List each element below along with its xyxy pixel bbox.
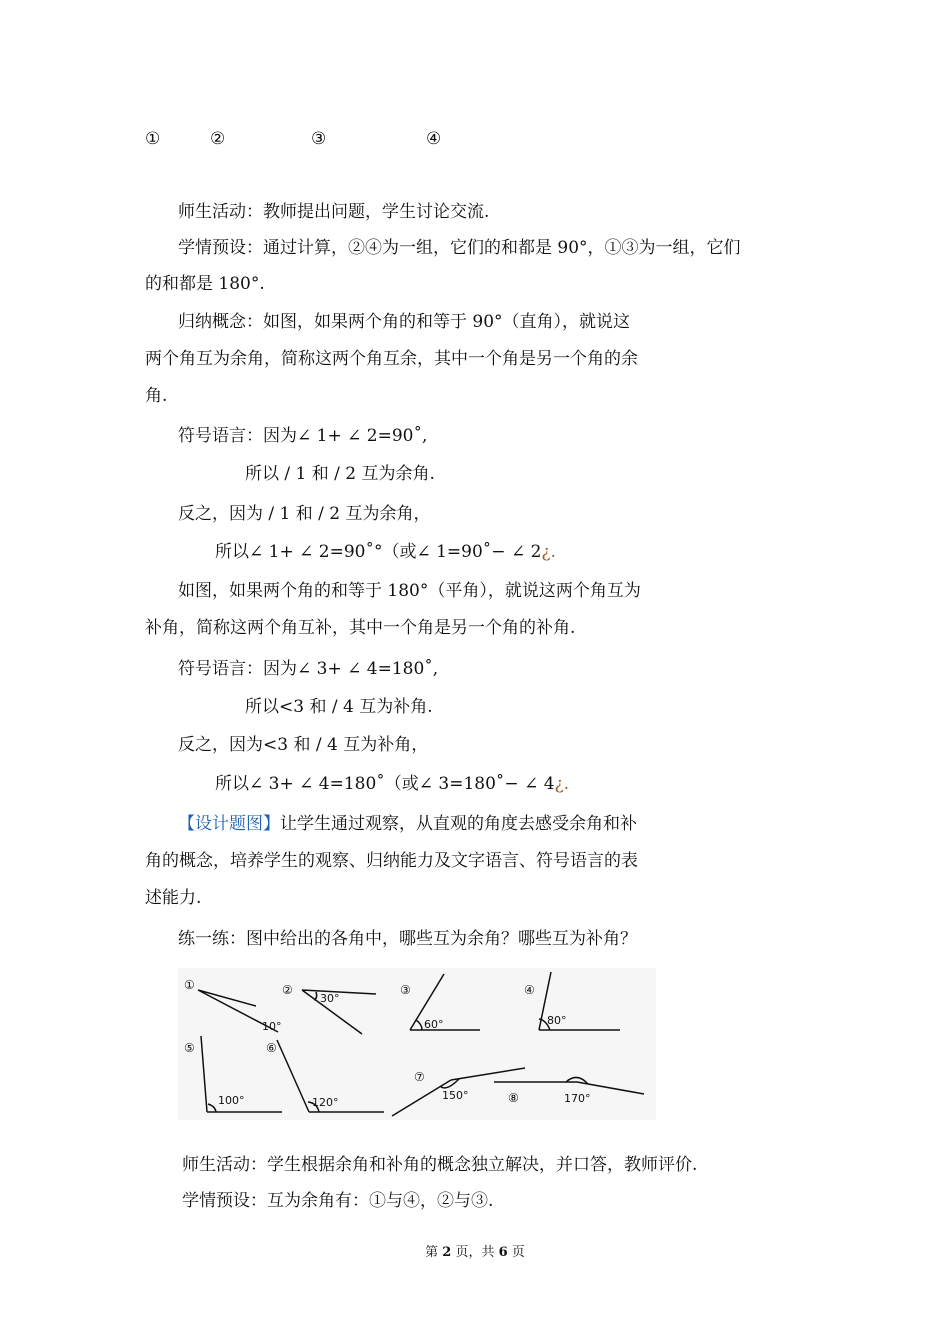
converse-2-tail: ¿. bbox=[554, 774, 570, 794]
symbol-language-1-line-2: 所以 / 1 和 / 2 互为余角. bbox=[245, 464, 435, 484]
angle-8-label: ⑧ bbox=[508, 1091, 519, 1105]
figure-labels-row bbox=[0, 128, 950, 150]
concept-complementary-line-1: 归纳概念：如图，如果两个角的和等于 90°（直角），就说这 bbox=[178, 312, 631, 332]
angle-4-degree: 80° bbox=[547, 1014, 567, 1027]
angle-2-degree: 30° bbox=[320, 992, 340, 1005]
footer-mid: 页，共 bbox=[455, 1245, 495, 1260]
angle-6-label: ⑥ bbox=[266, 1041, 277, 1055]
angle-3-label: ③ bbox=[400, 983, 411, 997]
figure-label-2: ② bbox=[210, 129, 226, 149]
angle-2-label: ② bbox=[282, 983, 293, 997]
concept-complementary-line-2: 两个角互为余角，简称这两个角互余，其中一个角是另一个角的余 bbox=[145, 349, 638, 369]
converse-2-formula: 所以∠ 3+ ∠ 4=180˚（或∠ 3=180˚− ∠ 4 bbox=[215, 774, 555, 794]
footer-total-pages: 6 bbox=[498, 1245, 508, 1260]
converse-1-line-1: 反之，因为 / 1 和 / 2 互为余角， bbox=[178, 504, 431, 524]
figure-label-1: ① bbox=[145, 129, 161, 149]
symbol-language-2-line-2: 所以<3 和 / 4 互为补角. bbox=[245, 697, 433, 717]
concept-supplementary-line-1: 如图，如果两个角的和等于 180°（平角），就说这两个角互为 bbox=[178, 581, 641, 601]
design-intent-line-3: 述能力. bbox=[145, 888, 202, 908]
footer-suffix: 页 bbox=[511, 1245, 525, 1260]
symbol-language-1-line-1: 符号语言：因为∠ 1+ ∠ 2=90˚, bbox=[178, 426, 428, 446]
design-intent-line-1 bbox=[178, 813, 637, 835]
design-intent-tag: 【设计题图】 bbox=[178, 814, 280, 834]
angle-1-degree: 10° bbox=[262, 1020, 282, 1033]
angle-figure bbox=[178, 968, 656, 1120]
teacher-activity-1: 师生活动：教师提出问题，学生讨论交流. bbox=[178, 202, 490, 222]
preset-1-line-2: 的和都是 180°. bbox=[145, 274, 265, 294]
teacher-activity-2: 师生活动：学生根据余角和补角的概念独立解决，并口答，教师评价. bbox=[182, 1155, 698, 1175]
angle-3-degree: 60° bbox=[424, 1018, 444, 1031]
angle-5-degree: 100° bbox=[218, 1094, 245, 1107]
converse-1-line-2 bbox=[215, 541, 556, 563]
figure-label-3: ③ bbox=[311, 129, 327, 149]
angle-8-degree: 170° bbox=[564, 1092, 591, 1105]
symbol-language-2-line-1: 符号语言：因为∠ 3+ ∠ 4=180˚, bbox=[178, 659, 439, 679]
converse-2-line-1: 反之，因为<3 和 / 4 互为补角， bbox=[178, 735, 429, 755]
practice-prompt: 练一练：图中给出的各角中，哪些互为余角？哪些互为补角？ bbox=[178, 929, 637, 949]
angle-5-label: ⑤ bbox=[184, 1041, 195, 1055]
preset-1-line-1: 学情预设：通过计算，②④为一组，它们的和都是 90°，①③为一组，它们 bbox=[178, 238, 741, 258]
figure-label-4: ④ bbox=[426, 129, 442, 149]
converse-1-formula: 所以∠ 1+ ∠ 2=90˚°（或∠ 1=90˚− ∠ 2 bbox=[215, 542, 542, 562]
converse-1-tail: ¿. bbox=[541, 542, 556, 562]
preset-2: 学情预设：互为余角有：①与④，②与③. bbox=[182, 1191, 494, 1211]
concept-supplementary-line-2: 补角，简称这两个角互补，其中一个角是另一个角的补角. bbox=[145, 618, 576, 638]
design-intent-text: 让学生通过观察，从直观的角度去感受余角和补 bbox=[280, 814, 637, 834]
angle-4-label: ④ bbox=[524, 983, 535, 997]
concept-complementary-line-3: 角. bbox=[145, 386, 168, 406]
angle-7-label: ⑦ bbox=[414, 1070, 425, 1084]
footer-prefix: 第 bbox=[425, 1245, 439, 1260]
design-intent-line-2: 角的概念，培养学生的观察、归纳能力及文字语言、符号语言的表 bbox=[145, 851, 638, 871]
angle-7-degree: 150° bbox=[442, 1089, 469, 1102]
footer-page-number: 2 bbox=[442, 1245, 452, 1260]
page-footer bbox=[0, 1244, 950, 1262]
angle-6-degree: 120° bbox=[312, 1096, 339, 1109]
converse-2-line-2 bbox=[215, 773, 569, 795]
angle-1-label: ① bbox=[184, 978, 195, 992]
